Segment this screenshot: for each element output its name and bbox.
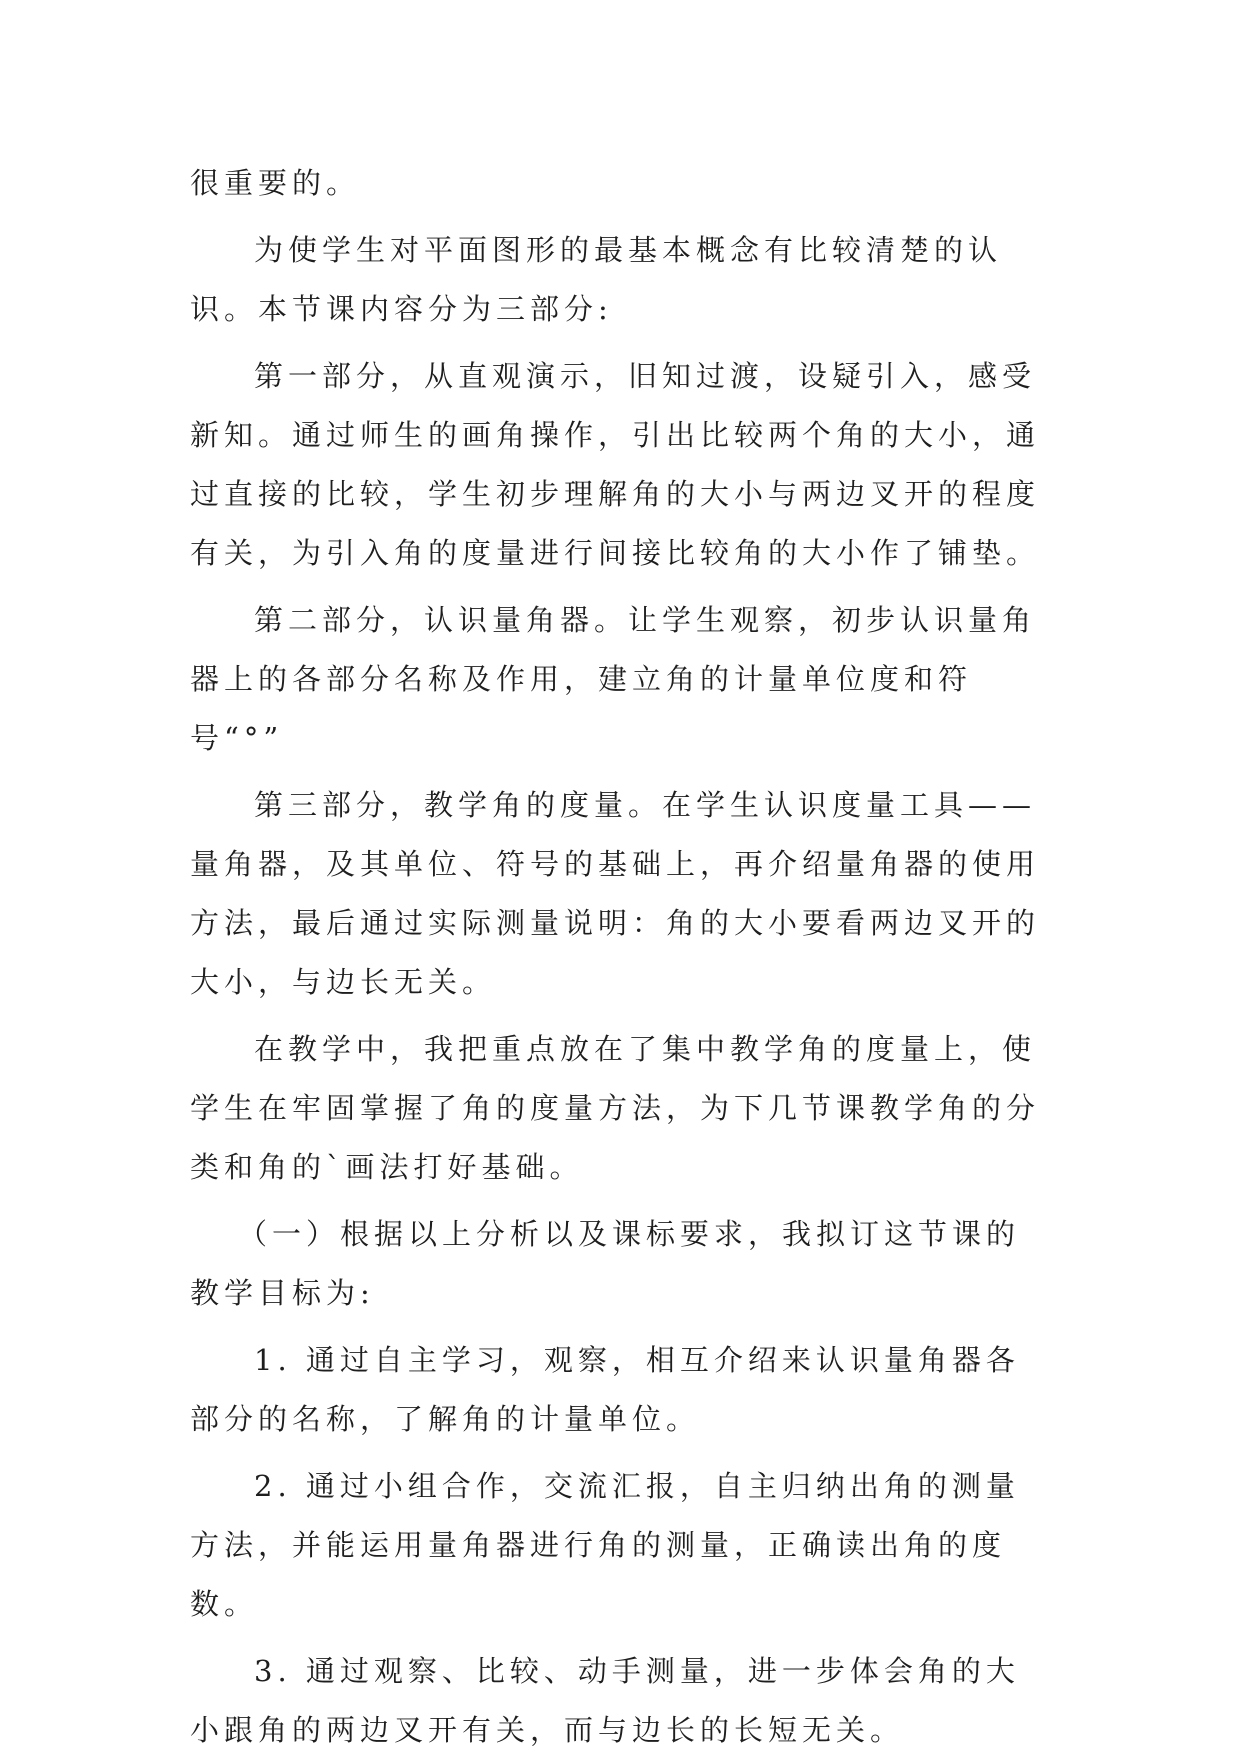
- paragraph: 在教学中，我把重点放在了集中教学角的度量上，使学生在牢固掌握了角的度量方法，为下几节课教学角的分类和角的`画法打好基础。: [190, 1032, 1041, 1184]
- paragraph: 为使学生对平面图形的最基本概念有比较清楚的认识。本节课内容分为三部分:: [190, 233, 1003, 326]
- paragraph: 第一部分，从直观演示，旧知过渡，设疑引入，感受新知。通过师生的画角操作，引出比较两个角的大小，通过直接的比较，学生初步理解角的大小与两边叉开的程度有关，为引入角的度量进行间接比较角的大小作了铺垫。: [190, 359, 1041, 570]
- body-text: [190, 154, 1050, 1760]
- paragraph: 第二部分，认识量角器。让学生观察，初步认识量角器上的各部分名称及作用，建立角的计量单位度和符号“°”: [190, 603, 1037, 755]
- list-item: 3. 通过观察、比较、动手测量，进一步体会角的大小跟角的两边叉开有关，而与边长的长短无关。: [190, 1654, 1020, 1747]
- paragraph: 第三部分，教学角的度量。在学生认识度量工具——量角器，及其单位、符号的基础上，再介绍量角器的使用方法，最后通过实际测量说明：角的大小要看两边叉开的大小，与边长无关。: [190, 788, 1041, 999]
- list-item: 1. 通过自主学习，观察，相互介绍来认识量角器各部分的名称，了解角的计量单位。: [190, 1343, 1020, 1436]
- paragraph: （一）根据以上分析以及课标要求，我拟订这节课的教学目标为:: [190, 1217, 1021, 1310]
- paragraph: 很重要的。: [190, 166, 361, 200]
- list-item: 2. 通过小组合作，交流汇报，自主归纳出角的测量方法，并能运用量角器进行角的测量，正确读出角的度数。: [190, 1469, 1020, 1621]
